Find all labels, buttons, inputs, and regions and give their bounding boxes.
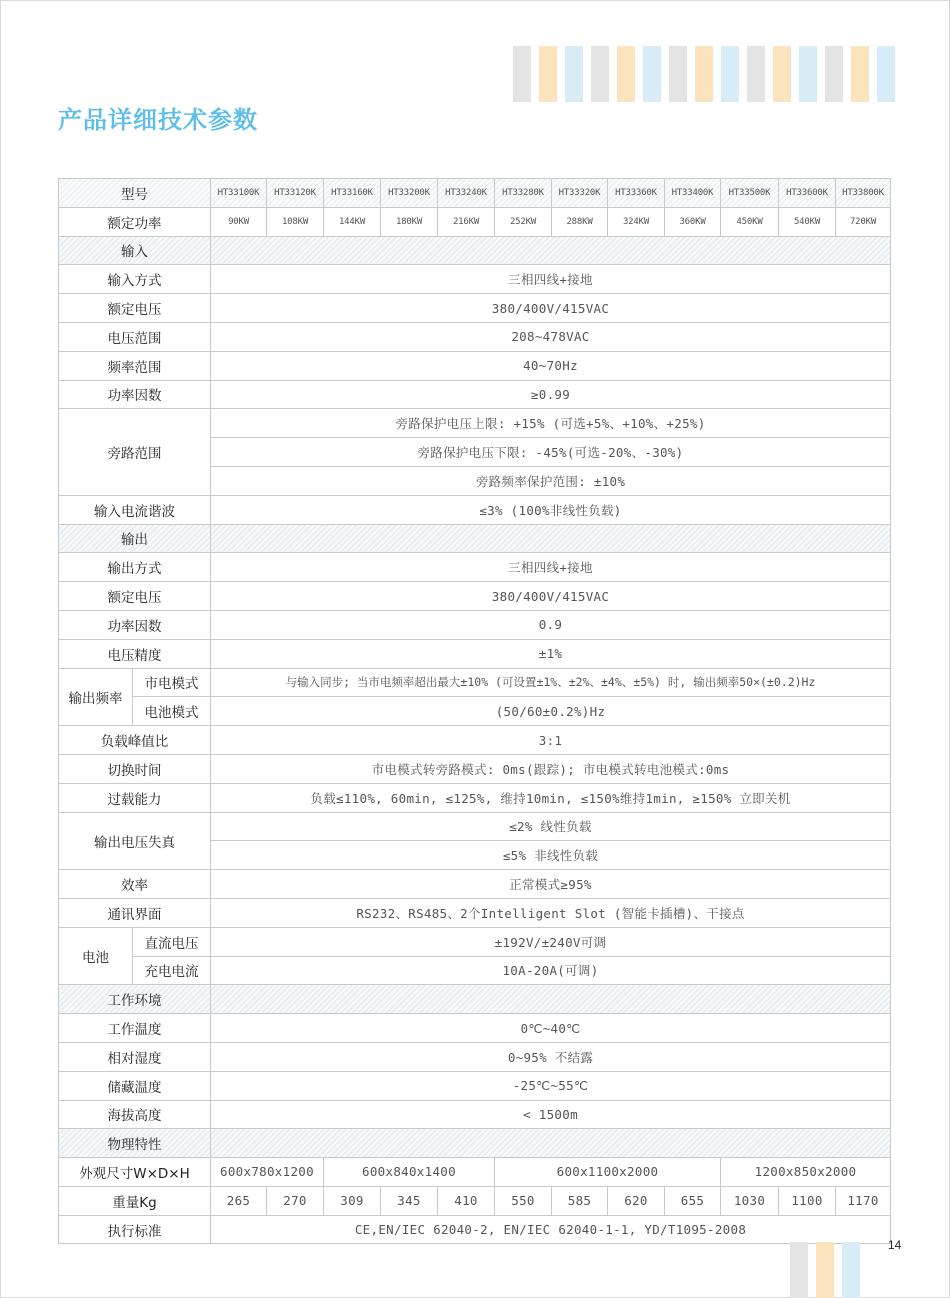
weight-label: 重量Kg	[59, 1186, 211, 1215]
table-row	[59, 294, 891, 323]
charge-current-label: 充电电流	[133, 956, 211, 985]
section-header-output: 输出	[59, 524, 211, 553]
comm-label: 通讯界面	[59, 898, 211, 927]
efficiency-value: 正常模式≥95%	[211, 870, 891, 899]
standard-value: CE,EN/IEC 62040-2, EN/IEC 62040-1-1, YD/T1095-2008	[211, 1215, 891, 1244]
model-cell: HT33120K	[267, 179, 324, 208]
battery-label: 电池	[59, 927, 133, 985]
rated-power-cell: 450KW	[721, 207, 779, 236]
output-pf-value: 0.9	[211, 610, 891, 639]
model-cell: HT33240K	[438, 179, 495, 208]
comm-value: RS232、RS485、2个Intelligent Slot (智能卡插槽)、干接点	[211, 898, 891, 927]
decorative-stripes-top	[513, 46, 895, 102]
output-voltage-label: 额定电压	[59, 582, 211, 611]
thd-nonlinear-value: ≤5% 非线性负载	[211, 841, 891, 870]
model-cell: HT33600K	[779, 179, 836, 208]
humidity-label: 相对湿度	[59, 1042, 211, 1071]
table-row	[59, 1215, 891, 1244]
model-cell: HT33280K	[495, 179, 552, 208]
output-method-value: 三相四线+接地	[211, 553, 891, 582]
mains-mode-label: 市电模式	[133, 668, 211, 697]
altitude-value: < 1500m	[211, 1100, 891, 1129]
standard-label: 执行标准	[59, 1215, 211, 1244]
rated-power-cell: 90KW	[211, 207, 267, 236]
table-row	[59, 783, 891, 812]
battery-mode-value: (50/60±0.2%)Hz	[211, 697, 891, 726]
rated-power-cell: 360KW	[665, 207, 721, 236]
section-row-physical	[59, 1129, 891, 1158]
section-header-input: 输入	[59, 236, 211, 265]
switch-value: 市电模式转旁路模式: 0ms(跟踪); 市电模式转电池模式:0ms	[211, 754, 891, 783]
table-row	[59, 1158, 891, 1187]
input-method-label: 输入方式	[59, 265, 211, 294]
table-row	[59, 870, 891, 899]
table-row	[59, 1100, 891, 1129]
rated-power-cell: 324KW	[608, 207, 665, 236]
overload-label: 过载能力	[59, 783, 211, 812]
section-row-output	[59, 524, 891, 553]
model-cell: HT33800K	[836, 179, 891, 208]
table-row	[59, 726, 891, 755]
charge-current-value: 10A-20A(可调)	[211, 956, 891, 985]
table-row	[59, 265, 891, 294]
table-row	[59, 380, 891, 409]
table-row	[59, 1186, 891, 1215]
section-header-physical: 物理特性	[59, 1129, 211, 1158]
weight-cell: 1030	[721, 1186, 779, 1215]
table-row	[59, 927, 891, 956]
section-header-environment: 工作环境	[59, 985, 211, 1014]
output-pf-label: 功率因数	[59, 610, 211, 639]
rated-power-cell: 252KW	[495, 207, 552, 236]
weight-cell: 1170	[836, 1186, 891, 1215]
dc-voltage-value: ±192V/±240V可调	[211, 927, 891, 956]
bypass-lower-value: 旁路保护电压下限: -45%(可选-20%、-30%)	[211, 438, 891, 467]
rated-power-label: 额定功率	[59, 207, 211, 236]
model-cell: HT33320K	[552, 179, 608, 208]
weight-cell: 1100	[779, 1186, 836, 1215]
table-row	[59, 582, 891, 611]
dc-voltage-label: 直流电压	[133, 927, 211, 956]
efficiency-label: 效率	[59, 870, 211, 899]
input-freq-label: 频率范围	[59, 351, 211, 380]
section-row-environment	[59, 985, 891, 1014]
section-header-fill	[211, 1129, 891, 1158]
input-freq-value: 40~70Hz	[211, 351, 891, 380]
output-voltage-value: 380/400V/415VAC	[211, 582, 891, 611]
overload-value: 负载≤110%, 60min, ≤125%, 维持10min, ≤150%维持1min, ≥150% 立即关机	[211, 783, 891, 812]
rated-power-cell: 720KW	[836, 207, 891, 236]
harmonic-label: 输入电流谐波	[59, 495, 211, 524]
altitude-label: 海拔高度	[59, 1100, 211, 1129]
rated-power-cell: 180KW	[381, 207, 438, 236]
table-row	[59, 668, 891, 697]
weight-cell: 585	[552, 1186, 608, 1215]
decorative-stripes-bottom	[790, 1242, 860, 1298]
battery-mode-label: 电池模式	[133, 697, 211, 726]
table-row	[59, 956, 891, 985]
output-freq-label: 输出频率	[59, 668, 133, 726]
humidity-value: 0~95% 不结露	[211, 1042, 891, 1071]
weight-cell: 265	[211, 1186, 267, 1215]
table-row	[59, 697, 891, 726]
input-voltage-label: 额定电压	[59, 294, 211, 323]
section-header-fill	[211, 524, 891, 553]
table-row	[59, 754, 891, 783]
section-row-input	[59, 236, 891, 265]
model-cell: HT33400K	[665, 179, 721, 208]
table-row	[59, 322, 891, 351]
model-cell: HT33500K	[721, 179, 779, 208]
bypass-upper-value: 旁路保护电压上限: +15% (可选+5%、+10%、+25%)	[211, 409, 891, 438]
dimension-cell: 600x840x1400	[324, 1158, 495, 1187]
input-method-value: 三相四线+接地	[211, 265, 891, 294]
crest-label: 负载峰值比	[59, 726, 211, 755]
storage-label: 储藏温度	[59, 1071, 211, 1100]
input-range-label: 电压范围	[59, 322, 211, 351]
harmonic-value: ≤3% (100%非线性负载)	[211, 495, 891, 524]
weight-cell: 410	[438, 1186, 495, 1215]
model-cell: HT33200K	[381, 179, 438, 208]
page-number: 14	[888, 1238, 902, 1252]
model-cell: HT33360K	[608, 179, 665, 208]
thd-label: 输出电压失真	[59, 812, 211, 870]
input-pf-value: ≥0.99	[211, 380, 891, 409]
weight-cell: 309	[324, 1186, 381, 1215]
model-label: 型号	[59, 179, 211, 208]
dimension-cell: 600x780x1200	[211, 1158, 324, 1187]
dimension-cell: 1200x850x2000	[721, 1158, 891, 1187]
section-header-fill	[211, 236, 891, 265]
input-pf-label: 功率因数	[59, 380, 211, 409]
storage-value: -25℃~55℃	[211, 1071, 891, 1100]
rated-power-cell: 216KW	[438, 207, 495, 236]
table-row	[59, 495, 891, 524]
accuracy-value: ±1%	[211, 639, 891, 668]
output-method-label: 输出方式	[59, 553, 211, 582]
thd-linear-value: ≤2% 线性负载	[211, 812, 891, 841]
mains-mode-value: 与输入同步; 当市电频率超出最大±10% (可设置±1%、±2%、±4%、±5%) 时, 输出频率50×(±0.2)Hz	[211, 668, 891, 697]
table-row	[59, 898, 891, 927]
table-row	[59, 1014, 891, 1043]
input-range-value: 208~478VAC	[211, 322, 891, 351]
weight-cell: 655	[665, 1186, 721, 1215]
dimension-label: 外观尺寸W×D×H	[59, 1158, 211, 1187]
temp-label: 工作温度	[59, 1014, 211, 1043]
table-row	[59, 812, 891, 841]
spec-table	[58, 178, 891, 1244]
table-row	[59, 1071, 891, 1100]
table-row	[59, 1042, 891, 1071]
dimension-cell: 600x1100x2000	[495, 1158, 721, 1187]
temp-value: 0℃~40℃	[211, 1014, 891, 1043]
table-row-model	[59, 179, 891, 208]
accuracy-label: 电压精度	[59, 639, 211, 668]
table-row	[59, 553, 891, 582]
rated-power-cell: 144KW	[324, 207, 381, 236]
input-voltage-value: 380/400V/415VAC	[211, 294, 891, 323]
rated-power-cell: 108KW	[267, 207, 324, 236]
table-row	[59, 610, 891, 639]
switch-label: 切换时间	[59, 754, 211, 783]
table-row	[59, 409, 891, 438]
weight-cell: 345	[381, 1186, 438, 1215]
crest-value: 3:1	[211, 726, 891, 755]
page-title: 产品详细技术参数	[58, 106, 258, 134]
weight-cell: 620	[608, 1186, 665, 1215]
bypass-freq-value: 旁路频率保护范围: ±10%	[211, 466, 891, 495]
rated-power-cell: 288KW	[552, 207, 608, 236]
weight-cell: 270	[267, 1186, 324, 1215]
bypass-label: 旁路范围	[59, 409, 211, 495]
table-row	[59, 639, 891, 668]
rated-power-cell: 540KW	[779, 207, 836, 236]
model-cell: HT33160K	[324, 179, 381, 208]
weight-cell: 550	[495, 1186, 552, 1215]
table-row-rated-power	[59, 207, 891, 236]
table-row	[59, 351, 891, 380]
section-header-fill	[211, 985, 891, 1014]
model-cell: HT33100K	[211, 179, 267, 208]
